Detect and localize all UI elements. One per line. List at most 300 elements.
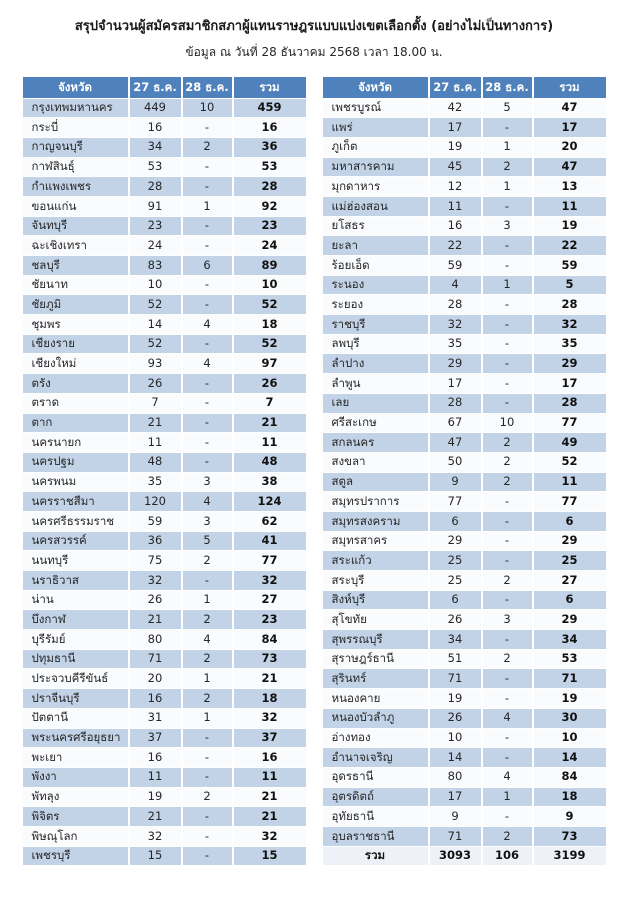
dec28-cell: - [481,315,532,334]
dec27-cell: 21 [128,807,181,826]
dec27-cell: 32 [128,571,181,590]
total-cell: 77 [532,492,606,511]
province-cell: สุพรรณบุรี [331,631,383,646]
dec27-cell: 15 [128,847,181,866]
dec27-cell: 9 [428,807,481,826]
total-cell: 25 [532,551,606,570]
page-title: สรุปจำนวนผู้สมัครสมาชิกสภาผู้แทนราษฎรแบบแบ่งเขตเลือกตั้ง (อย่างไม่เป็นทางการ) [74,19,554,34]
table-row [323,374,606,394]
total-cell: 6 [532,512,606,531]
total-cell: 24 [232,236,306,255]
tables-container [0,77,628,866]
table-row [23,158,306,178]
table-row [323,138,606,158]
table-row [23,827,306,847]
total-cell: 21 [232,807,306,826]
province-cell: ตรัง [31,375,51,390]
dec27-cell: 71 [428,669,481,688]
dec28-cell: - [481,669,532,688]
province-cell: อุตรดิตถ์ [331,789,374,804]
province-table-left [23,77,306,866]
dec27-cell: 48 [128,453,181,472]
dec28-cell: - [181,414,232,433]
table-row [323,453,606,473]
province-cell: กาญจนบุรี [31,139,83,154]
dec27-cell: 11 [428,197,481,216]
table-row [23,669,306,689]
table-row [23,295,306,315]
province-cell: นครราชสีมา [31,493,95,508]
table-row [323,335,606,355]
dec27-cell: 35 [128,473,181,492]
total-cell: 11 [232,433,306,452]
total-cell: 6 [532,591,606,610]
total-cell: 35 [532,335,606,354]
dec27-cell: 29 [428,532,481,551]
dec28-cell: - [181,394,232,413]
total-cell: 47 [532,99,606,118]
total-cell: 32 [532,315,606,334]
dec28-cell: - [181,276,232,295]
dec27-cell: 17 [428,118,481,137]
table-row [23,689,306,709]
dec27-cell: 77 [428,492,481,511]
province-cell: อำนาจเจริญ [331,749,393,764]
table-row [23,217,306,237]
table-row [323,768,606,788]
dec28-cell: 1 [181,669,232,688]
province-cell: จันทบุรี [31,218,68,233]
province-cell: ราชบุรี [331,316,366,331]
province-cell: ชัยภูมิ [31,296,62,311]
table-row [23,473,306,493]
table-row [23,788,306,808]
dec28-cell: 1 [181,197,232,216]
total-cell: 7 [232,394,306,413]
province-cell: น่าน [31,592,54,607]
province-cell: ตราด [31,395,60,410]
province-cell: ฉะเชิงเทรา [31,237,88,252]
total-cell: 36 [232,138,306,157]
total-cell: 73 [232,650,306,669]
province-cell: หนองบัวลำภู [331,710,395,725]
table-row [323,669,606,689]
dec28-cell: - [481,197,532,216]
province-cell: มุกดาหาร [331,178,381,193]
table-row [323,99,606,119]
dec28-cell: - [481,374,532,393]
dec27-cell: 14 [428,748,481,767]
dec28-cell: 3 [481,217,532,236]
table-row [323,473,606,493]
total-cell: 26 [232,374,306,393]
dec27-cell: 25 [428,551,481,570]
total-cell: 52 [232,295,306,314]
dec28-cell: - [181,571,232,590]
table-row [323,748,606,768]
dec28-cell: - [481,630,532,649]
table-row [323,610,606,630]
dec27-cell: 32 [428,315,481,334]
dec28-cell: - [481,689,532,708]
table-row [23,748,306,768]
dec28-cell: 2 [181,610,232,629]
province-cell: ศรีสะเกษ [331,415,377,430]
province-cell: พังงา [31,769,57,784]
total-cell: 29 [532,610,606,629]
dec27-cell: 22 [428,236,481,255]
table-row [23,118,306,138]
total-cell: 16 [232,748,306,767]
table-row [323,650,606,670]
dec28-cell: - [181,827,232,846]
table-row [323,118,606,138]
province-cell: หนองคาย [331,690,381,705]
total-cell: 77 [232,551,306,570]
province-cell: สระบุรี [331,572,365,587]
dec27-cell: 52 [128,295,181,314]
dec28-cell: 106 [481,847,532,866]
dec28-cell: - [181,847,232,866]
province-cell: ปทุมธานี [31,651,76,666]
dec28-cell: - [181,374,232,393]
dec28-cell: 5 [181,532,232,551]
total-cell: 49 [532,433,606,452]
total-cell: 11 [532,197,606,216]
dec27-cell: 37 [128,729,181,748]
dec28-cell: - [481,492,532,511]
dec28-cell: - [481,394,532,413]
dec28-cell: 2 [181,138,232,157]
dec28-cell: - [181,295,232,314]
page-subtitle: ข้อมูล ณ วันที่ 28 ธันวาคม 2568 เวลา 18.00 น. [185,45,443,59]
total-cell: 13 [532,177,606,196]
province-cell: ประจวบคีรีขันธ์ [31,671,109,686]
province-cell: สุรินทร์ [331,671,367,686]
dec27-cell: 23 [128,217,181,236]
province-cell: ลพบุรี [331,336,360,351]
dec27-cell: 26 [128,374,181,393]
province-cell: สุโขทัย [331,611,367,626]
province-cell: บุรีรัมย์ [31,631,66,646]
dec27-cell: 26 [128,591,181,610]
table-row [323,197,606,217]
dec27-cell: 4 [428,276,481,295]
province-cell: พะเยา [31,749,63,764]
dec28-cell: 2 [481,827,532,846]
table-row [323,807,606,827]
dec27-cell: 16 [128,118,181,137]
province-cell: ยะลา [331,237,358,252]
table-row [323,394,606,414]
dec27-cell: 21 [128,414,181,433]
dec27-cell: 59 [428,256,481,275]
dec27-cell: 34 [128,138,181,157]
province-cell: กำแพงเพชร [31,178,92,193]
province-cell: พระนครศรีอยุธยา [31,730,121,745]
province-cell: นครปฐม [31,454,75,469]
dec27-cell: 25 [428,571,481,590]
table-row [23,197,306,217]
dec27-cell: 71 [128,650,181,669]
dec27-cell: 52 [128,335,181,354]
dec27-cell: 75 [128,551,181,570]
table-row [323,709,606,729]
dec27-cell: 28 [128,177,181,196]
total-cell: 22 [532,236,606,255]
province-cell: พิจิตร [31,808,60,823]
total-cell: 41 [232,532,306,551]
total-cell: 21 [232,788,306,807]
dec27-cell: 14 [128,315,181,334]
table-row [23,315,306,335]
table-row [23,729,306,749]
dec27-cell: 19 [428,138,481,157]
table-row [23,591,306,611]
province-cell: สิงห์บุรี [331,592,366,607]
province-cell: อ่างทอง [331,730,371,745]
table-row [323,236,606,256]
header-total: รวม [532,77,606,98]
table-row [323,532,606,552]
dec28-cell: - [481,807,532,826]
total-cell: 29 [532,354,606,373]
dec27-cell: 53 [128,158,181,177]
dec27-cell: 17 [428,374,481,393]
table-row [323,492,606,512]
table-row [323,414,606,434]
dec28-cell: - [181,177,232,196]
dec28-cell: 2 [481,433,532,452]
table-row [23,768,306,788]
province-cell: นนทบุรี [31,552,69,567]
province-cell: ปัตตานี [31,710,69,725]
province-cell: ชุมพร [31,316,61,331]
province-cell: แม่ฮ่องสอน [331,198,388,213]
dec28-cell: 4 [481,709,532,728]
total-cell: 18 [232,689,306,708]
total-cell: 52 [232,335,306,354]
dec28-cell: 2 [481,158,532,177]
province-cell: ร้อยเอ็ด [331,257,370,272]
dec28-cell: 2 [481,650,532,669]
dec27-cell: 28 [428,295,481,314]
dec28-cell: - [181,118,232,137]
total-cell: 62 [232,512,306,531]
dec28-cell: - [481,236,532,255]
dec27-cell: 47 [428,433,481,452]
total-cell: 71 [532,669,606,688]
province-cell: ลำปาง [331,356,365,371]
dec28-cell: - [181,335,232,354]
total-cell: 21 [232,669,306,688]
province-cell: เลย [331,395,350,410]
province-cell: สกลนคร [331,434,375,449]
header-dec27: 27 ธ.ค. [128,77,181,98]
dec28-cell: - [481,354,532,373]
province-cell: แพร่ [331,119,353,134]
table-row [23,177,306,197]
dec27-cell: 67 [428,414,481,433]
dec27-cell: 11 [128,768,181,787]
dec28-cell: 4 [181,315,232,334]
province-cell: สระแก้ว [331,552,372,567]
table-row [323,512,606,532]
dec27-cell: 9 [428,473,481,492]
table-row [23,276,306,296]
table-row [23,354,306,374]
dec27-cell: 24 [128,236,181,255]
province-cell: ยโสธร [331,218,365,233]
province-cell: ระนอง [331,277,365,292]
dec28-cell: - [181,158,232,177]
table-row [323,315,606,335]
total-row [323,847,606,867]
dec27-cell: 26 [428,709,481,728]
province-cell: บึงกาฬ [31,611,66,626]
table-row [323,256,606,276]
table-row [23,335,306,355]
province-cell: ระยอง [331,296,364,311]
header-dec27: 27 ธ.ค. [428,77,481,98]
dec28-cell: - [181,217,232,236]
dec27-cell: 31 [128,709,181,728]
dec27-cell: 71 [428,827,481,846]
dec28-cell: 2 [181,650,232,669]
dec27-cell: 19 [128,788,181,807]
dec28-cell: - [481,256,532,275]
table-row [23,650,306,670]
total-cell: 20 [532,138,606,157]
total-cell: 17 [532,118,606,137]
dec28-cell: 10 [481,414,532,433]
table-row [23,453,306,473]
dec27-cell: 59 [128,512,181,531]
dec28-cell: 4 [181,354,232,373]
table-row [23,433,306,453]
dec27-cell: 16 [128,689,181,708]
header-dec28: 28 ธ.ค. [481,77,532,98]
total-cell: 53 [532,650,606,669]
dec27-cell: 83 [128,256,181,275]
dec28-cell: 1 [481,788,532,807]
province-cell: นครสวรรค์ [31,533,87,548]
dec27-cell: 19 [428,689,481,708]
table-row [323,433,606,453]
dec28-cell: 2 [481,453,532,472]
total-cell: 48 [232,453,306,472]
dec27-cell: 12 [428,177,481,196]
table-row [23,630,306,650]
table-row [323,177,606,197]
dec27-cell: 16 [428,217,481,236]
total-cell: 5 [532,276,606,295]
dec27-cell: 10 [128,276,181,295]
total-cell: 28 [532,394,606,413]
header-province: จังหวัด [358,79,392,94]
dec27-cell: 45 [428,158,481,177]
total-cell: 97 [232,354,306,373]
table-row [23,492,306,512]
dec28-cell: - [181,236,232,255]
dec27-cell: 80 [128,630,181,649]
total-cell: 11 [232,768,306,787]
table-row [323,571,606,591]
dec27-cell: 29 [428,354,481,373]
dec27-cell: 3093 [428,847,481,866]
total-cell: 32 [232,709,306,728]
total-cell: 17 [532,374,606,393]
table-row [23,256,306,276]
table-row [323,217,606,237]
total-cell: 124 [232,492,306,511]
province-cell: สมุทรปราการ [331,493,400,508]
province-cell: รวม [364,848,386,863]
total-cell: 10 [232,276,306,295]
dec28-cell: 4 [181,630,232,649]
province-cell: กระบี่ [31,119,59,134]
dec27-cell: 34 [428,630,481,649]
table-row [23,138,306,158]
dec27-cell: 91 [128,197,181,216]
table-row [23,512,306,532]
total-cell: 84 [232,630,306,649]
dec28-cell: 2 [481,571,532,590]
table-row [323,827,606,847]
dec27-cell: 21 [128,610,181,629]
total-cell: 9 [532,807,606,826]
dec28-cell: - [481,748,532,767]
dec27-cell: 42 [428,99,481,118]
province-cell: สุราษฎร์ธานี [331,651,394,666]
province-cell: เพชรบุรี [31,848,71,863]
total-cell: 32 [232,827,306,846]
total-cell: 84 [532,768,606,787]
total-cell: 37 [232,729,306,748]
dec28-cell: - [481,335,532,354]
table-row [323,630,606,650]
total-cell: 28 [232,177,306,196]
total-cell: 59 [532,256,606,275]
province-cell: ชัยนาท [31,277,68,292]
dec28-cell: - [481,532,532,551]
dec28-cell: - [481,551,532,570]
dec27-cell: 51 [428,650,481,669]
dec27-cell: 35 [428,335,481,354]
total-cell: 27 [532,571,606,590]
province-cell: มหาสารคาม [331,159,395,174]
table-header-row [23,77,306,99]
total-cell: 47 [532,158,606,177]
total-cell: 53 [232,158,306,177]
dec27-cell: 11 [128,433,181,452]
table-row [23,807,306,827]
dec28-cell: 2 [181,689,232,708]
table-row [23,414,306,434]
province-cell: พิษณุโลก [31,828,78,843]
dec27-cell: 32 [128,827,181,846]
dec28-cell: 1 [181,709,232,728]
total-cell: 10 [532,729,606,748]
dec27-cell: 120 [128,492,181,511]
total-cell: 52 [532,453,606,472]
province-cell: สมุทรสงคราม [331,513,401,528]
province-cell: กาฬสินธุ์ [31,159,75,174]
dec28-cell: - [181,729,232,748]
dec28-cell: - [481,591,532,610]
table-header-row [323,77,606,99]
dec28-cell: 1 [481,276,532,295]
